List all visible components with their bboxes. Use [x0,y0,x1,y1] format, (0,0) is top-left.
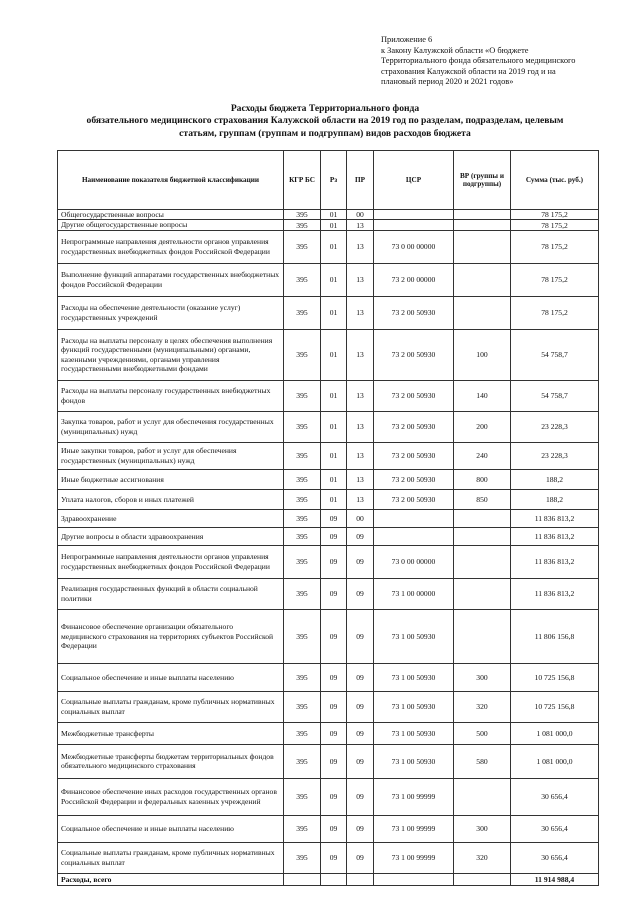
cell-csr: 73 0 00 00000 [374,230,454,263]
cell-pr: 13 [347,489,374,509]
cell-csr [374,220,454,230]
cell-sum: 54 758,7 [511,329,599,380]
cell-rz: 09 [321,842,347,873]
cell-pr: 13 [347,220,374,230]
title-line: обязательного медицинского страхования Калужской области на 2019 год по разделам, подразделам, целевым [86,115,564,127]
cell-name: Финансовое обеспечение организации обязательного медицинского страхования на территориях субъектов Российской Федерации [58,609,284,663]
cell-pr: 09 [347,815,374,842]
total-cell-name: Расходы, всего [58,873,284,885]
cell-csr: 73 1 00 50930 [374,663,454,691]
cell-name: Межбюджетные трансферты бюджетам территориальных фондов обязательного медицинского страхования [58,744,284,778]
cell-csr: 73 1 00 99999 [374,842,454,873]
cell-kgr: 395 [284,380,321,411]
cell-vr: 320 [454,842,511,873]
table-row [58,380,599,411]
header-rz: Рз [321,151,347,210]
cell-csr [374,210,454,220]
cell-sum: 30 656,4 [511,778,599,815]
cell-name: Социальные выплаты гражданам, кроме публичных нормативных социальных выплат [58,691,284,722]
cell-sum: 23 228,3 [511,442,599,469]
cell-rz: 09 [321,527,347,545]
cell-name: Закупка товаров, работ и услуг для обеспечения государственных (муниципальных) нужд [58,411,284,442]
cell-pr: 13 [347,380,374,411]
cell-rz: 01 [321,210,347,220]
cell-sum: 11 836 813,2 [511,545,599,578]
cell-vr: 100 [454,329,511,380]
cell-rz: 01 [321,442,347,469]
cell-kgr: 395 [284,329,321,380]
cell-name: Иные бюджетные ассигнования [58,469,284,489]
cell-sum: 11 806 156,8 [511,609,599,663]
cell-kgr: 395 [284,691,321,722]
cell-name: Расходы на выплаты персоналу государственных внебюджетных фондов [58,380,284,411]
cell-sum: 1 081 000,0 [511,722,599,744]
cell-csr: 73 2 00 50930 [374,411,454,442]
table-row [58,220,599,230]
document-title [40,103,610,140]
header-name: Наименование показателя бюджетной классификации [58,151,284,210]
table-row [58,578,599,609]
cell-pr: 09 [347,778,374,815]
cell-rz: 09 [321,609,347,663]
table-row [58,663,599,691]
cell-csr: 73 1 00 99999 [374,815,454,842]
cell-pr: 13 [347,411,374,442]
cell-rz: 01 [321,380,347,411]
cell-sum: 10 725 156,8 [511,663,599,691]
appendix-line: Приложение 6 [381,35,433,44]
cell-vr [454,230,511,263]
table-row [58,263,599,296]
table-row [58,411,599,442]
cell-rz: 09 [321,722,347,744]
cell-vr: 240 [454,442,511,469]
cell-pr: 13 [347,296,374,329]
cell-csr: 73 1 00 50930 [374,722,454,744]
cell-rz: 01 [321,220,347,230]
table-row [58,230,599,263]
table-row [58,545,599,578]
cell-pr: 00 [347,210,374,220]
cell-pr: 13 [347,263,374,296]
cell-pr: 09 [347,744,374,778]
table-row [58,722,599,744]
cell-rz: 01 [321,489,347,509]
total-cell-pr [347,873,374,885]
cell-name: Социальное обеспечение и иные выплаты населению [58,815,284,842]
cell-pr: 09 [347,663,374,691]
cell-csr [374,509,454,527]
cell-kgr: 395 [284,663,321,691]
cell-kgr: 395 [284,609,321,663]
cell-kgr: 395 [284,442,321,469]
cell-name: Непрограммные направления деятельности органов управления государственных внебюджетных фондов Российской Федерации [58,545,284,578]
cell-name: Другие вопросы в области здравоохранения [58,527,284,545]
cell-vr [454,263,511,296]
cell-rz: 09 [321,815,347,842]
cell-rz: 01 [321,230,347,263]
appendix-line: к Закону Калужской области «О бюджете [381,45,529,55]
cell-rz: 09 [321,778,347,815]
cell-name: Здравоохранение [58,509,284,527]
cell-csr [374,527,454,545]
total-row [58,873,599,885]
cell-sum: 78 175,2 [511,210,599,220]
cell-csr: 73 1 00 50930 [374,609,454,663]
header-kgr: КГР БС [284,151,321,210]
cell-pr: 09 [347,609,374,663]
appendix-line: страхования Калужской области на 2019 год и на [381,66,556,76]
header-vr: ВР (группы и подгруппы) [454,151,511,210]
cell-sum: 11 836 813,2 [511,527,599,545]
cell-vr: 850 [454,489,511,509]
appendix-line: Территориального фонда обязательного медицинского [381,56,576,66]
cell-csr: 73 1 00 99999 [374,778,454,815]
cell-csr: 73 2 00 50930 [374,469,454,489]
cell-kgr: 395 [284,778,321,815]
cell-rz: 01 [321,296,347,329]
cell-sum: 54 758,7 [511,380,599,411]
cell-csr: 73 2 00 50930 [374,296,454,329]
cell-vr [454,545,511,578]
total-cell-rz [321,873,347,885]
cell-name: Иные закупки товаров, работ и услуг для обеспечения государственных (муниципальных) нужд [58,442,284,469]
cell-rz: 09 [321,509,347,527]
cell-vr [454,509,511,527]
cell-kgr: 395 [284,220,321,230]
cell-kgr: 395 [284,489,321,509]
table-row [58,489,599,509]
cell-pr: 09 [347,722,374,744]
cell-sum: 78 175,2 [511,263,599,296]
cell-kgr: 395 [284,411,321,442]
header-sum: Сумма (тыс. руб.) [511,151,599,210]
cell-name: Финансовое обеспечение иных расходов государственных органов Российской Федерации и федеральных казенных учреждений [58,778,284,815]
cell-kgr: 395 [284,842,321,873]
cell-csr: 73 2 00 50930 [374,380,454,411]
cell-rz: 01 [321,469,347,489]
table-row [58,815,599,842]
cell-kgr: 395 [284,545,321,578]
cell-vr: 300 [454,663,511,691]
cell-pr: 13 [347,469,374,489]
cell-vr: 500 [454,722,511,744]
cell-sum: 188,2 [511,489,599,509]
cell-name: Общегосударственные вопросы [58,210,284,220]
cell-rz: 09 [321,744,347,778]
cell-csr: 73 2 00 50930 [374,329,454,380]
cell-pr: 09 [347,691,374,722]
table-row [58,210,599,220]
cell-vr [454,609,511,663]
cell-pr: 09 [347,527,374,545]
cell-pr: 13 [347,329,374,380]
cell-kgr: 395 [284,527,321,545]
table-row [58,509,599,527]
header-pr: ПР [347,151,374,210]
cell-sum: 10 725 156,8 [511,691,599,722]
cell-kgr: 395 [284,210,321,220]
total-cell-sum: 11 914 988,4 [511,873,599,885]
cell-vr: 320 [454,691,511,722]
cell-kgr: 395 [284,263,321,296]
header-csr: ЦСР [374,151,454,210]
cell-pr: 13 [347,442,374,469]
total-cell-csr [374,873,454,885]
total-cell-vr [454,873,511,885]
cell-pr: 00 [347,509,374,527]
cell-sum: 188,2 [511,469,599,489]
table-row [58,527,599,545]
cell-vr [454,296,511,329]
cell-vr [454,527,511,545]
cell-rz: 01 [321,411,347,442]
cell-kgr: 395 [284,744,321,778]
cell-sum: 11 836 813,2 [511,578,599,609]
table-row [58,296,599,329]
cell-name: Выполнение функций аппаратами государственных внебюджетных фондов Российской Федерации [58,263,284,296]
cell-csr: 73 0 00 00000 [374,545,454,578]
cell-vr: 140 [454,380,511,411]
cell-sum: 78 175,2 [511,230,599,263]
cell-name: Непрограммные направления деятельности органов управления государственных внебюджетных фондов Российской Федерации [58,230,284,263]
cell-name: Социальные выплаты гражданам, кроме публичных нормативных социальных выплат [58,842,284,873]
cell-name: Уплата налогов, сборов и иных платежей [58,489,284,509]
cell-pr: 09 [347,545,374,578]
cell-pr: 09 [347,842,374,873]
table-row [58,442,599,469]
cell-name: Реализация государственных функций в области социальной политики [58,578,284,609]
cell-sum: 78 175,2 [511,220,599,230]
cell-vr: 200 [454,411,511,442]
cell-vr: 800 [454,469,511,489]
appendix-line: плановый период 2020 и 2021 годов» [381,77,514,87]
cell-pr: 13 [347,230,374,263]
cell-csr: 73 2 00 00000 [374,263,454,296]
cell-name: Другие общегосударственные вопросы [58,220,284,230]
cell-kgr: 395 [284,230,321,263]
cell-rz: 01 [321,329,347,380]
cell-name: Социальное обеспечение и иные выплаты населению [58,663,284,691]
cell-vr: 580 [454,744,511,778]
cell-rz: 09 [321,578,347,609]
cell-kgr: 395 [284,509,321,527]
cell-csr: 73 1 00 50930 [374,691,454,722]
cell-rz: 09 [321,691,347,722]
cell-pr: 09 [347,578,374,609]
cell-sum: 30 656,4 [511,842,599,873]
table-row [58,744,599,778]
title-line: Расходы бюджета Территориального фонда [230,103,420,114]
cell-kgr: 395 [284,815,321,842]
cell-sum: 11 836 813,2 [511,509,599,527]
table-row [58,329,599,380]
cell-vr [454,210,511,220]
cell-rz: 09 [321,545,347,578]
cell-vr [454,778,511,815]
cell-rz: 09 [321,663,347,691]
cell-sum: 23 228,3 [511,411,599,442]
cell-csr: 73 1 00 00000 [374,578,454,609]
cell-sum: 30 656,4 [511,815,599,842]
cell-csr: 73 2 00 50930 [374,442,454,469]
budget-table [57,150,599,886]
title-line: статьям, группам (группам и подгруппам) видов расходов бюджета [179,127,471,139]
cell-sum: 78 175,2 [511,296,599,329]
cell-name: Расходы на обеспечение деятельности (оказание услуг) государственных учреждений [58,296,284,329]
cell-vr: 300 [454,815,511,842]
cell-kgr: 395 [284,578,321,609]
cell-csr: 73 1 00 50930 [374,744,454,778]
cell-csr: 73 2 00 50930 [374,489,454,509]
table-row [58,609,599,663]
total-cell-kgr [284,873,321,885]
cell-vr [454,220,511,230]
table-row [58,842,599,873]
cell-sum: 1 081 000,0 [511,744,599,778]
table-row [58,469,599,489]
appendix-note [381,35,621,88]
table-row [58,691,599,722]
cell-vr [454,578,511,609]
table-header-row [58,151,599,210]
cell-name: Межбюджетные трансферты [58,722,284,744]
cell-name: Расходы на выплаты персоналу в целях обеспечения выполнения функций государственными (муниципальными) органами, казенными учреждениями, органами управления государственными внебюджетными фондами [58,329,284,380]
table-row [58,778,599,815]
cell-rz: 01 [321,263,347,296]
cell-kgr: 395 [284,722,321,744]
cell-kgr: 395 [284,296,321,329]
cell-kgr: 395 [284,469,321,489]
